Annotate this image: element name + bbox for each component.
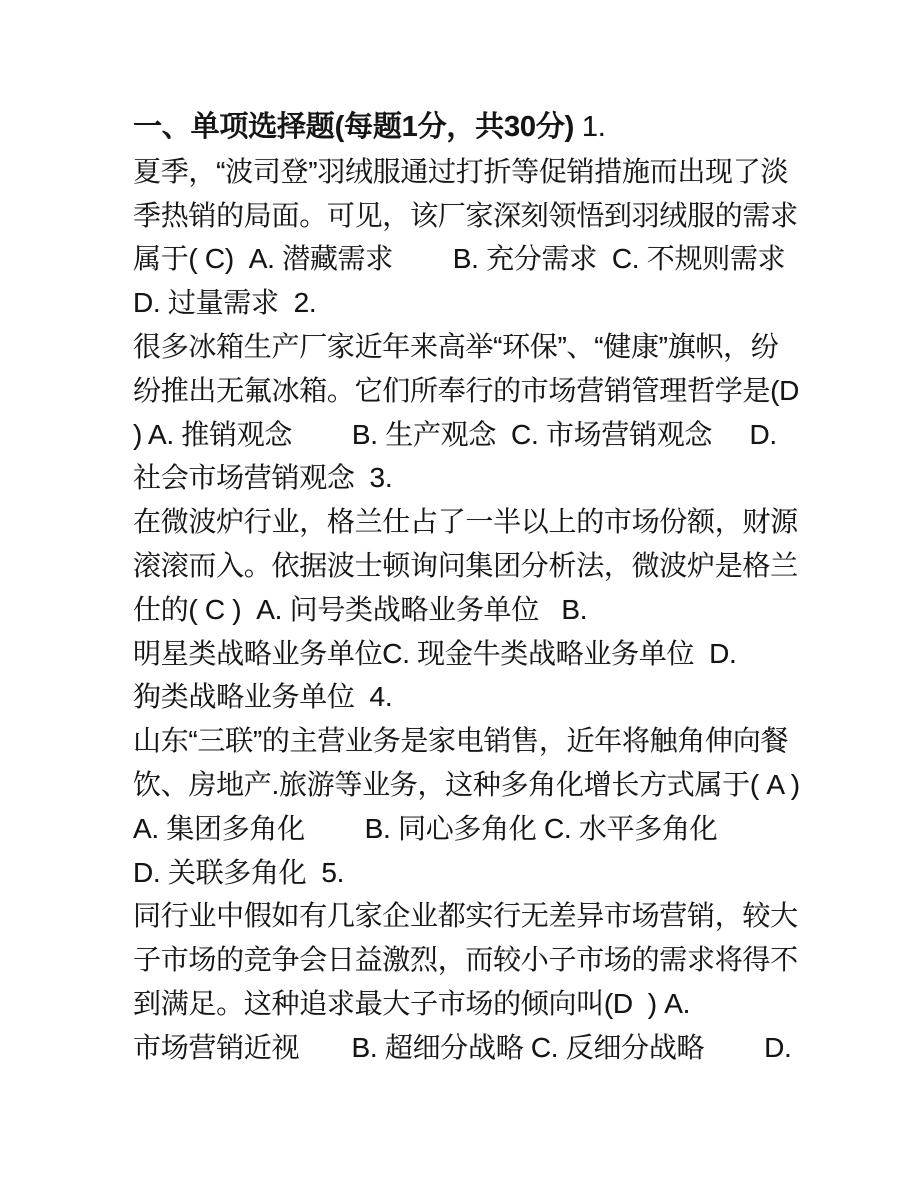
text-line-q4-options-1: A. 集团多角化 B. 同心多角化 C. 水平多角化	[133, 812, 718, 844]
text-line-q2-options-2: 社会市场营销观念 3.	[133, 462, 393, 494]
section-heading-question-number: 1.	[574, 111, 606, 143]
text-line-q1-stem-1: 夏季，“波司登”羽绒服通过打折等促销措施而出现了淡	[133, 155, 789, 187]
text-line-q2-stem-1: 很多冰箱生产厂家近年来高举“环保”、“健康”旗帜，纷	[133, 330, 779, 362]
text-line-q4-stem-1: 山东“三联”的主营业务是家电销售，近年将触角伸向餐	[133, 725, 789, 757]
text-line-q4-options-2: D. 关联多角化 5.	[133, 856, 345, 888]
text-line-q3-options-1: 仕的( C ) A. 问号类战略业务单位 B.	[133, 593, 588, 625]
text-line-q5-options-1: 市场营销近视 B. 超细分战略 C. 反细分战略 D.	[133, 1031, 792, 1063]
text-line-q5-stem-3: 到满足。这种追求最大子市场的倾向叫(D ) A.	[133, 987, 691, 1019]
section-heading	[133, 106, 808, 150]
text-line-q3-stem-2: 滚滚而入。依据波士顿询问集团分析法，微波炉是格兰	[133, 549, 798, 581]
text-line-q3-stem-1: 在微波炉行业，格兰仕占了一半以上的市场份额，财源	[133, 506, 798, 538]
text-line-q5-stem-2: 子市场的竞争会日益激烈，而较小子市场的需求将得不	[133, 944, 798, 976]
text-line-q3-options-2: 明星类战略业务单位C. 现金牛类战略业务单位 D.	[133, 637, 737, 669]
section-heading-title: 一、单项选择题(每题1分，共30分)	[133, 111, 575, 143]
text-line-q4-stem-2: 饮、房地产.旅游等业务，这种多角化增长方式属于( A )	[133, 768, 800, 800]
text-line-q2-options-1: ) A. 推销观念 B. 生产观念 C. 市场营销观念 D.	[133, 418, 777, 450]
text-line-q2-stem-2: 纷推出无氟冰箱。它们所奉行的市场营销管理哲学是(D	[133, 374, 800, 406]
text-line-q1-stem-2: 季热销的局面。可见，该厂家深刻领悟到羽绒服的需求	[133, 199, 798, 231]
text-line-q3-options-3: 狗类战略业务单位 4.	[133, 681, 393, 713]
text-line-q5-stem-1: 同行业中假如有几家企业都实行无差异市场营销，较大	[133, 900, 798, 932]
text-line-q1-options-1: 属于( C) A. 潜藏需求 B. 充分需求 C. 不规则需求	[133, 243, 786, 275]
text-line-q1-options-2: D. 过量需求 2.	[133, 287, 317, 319]
